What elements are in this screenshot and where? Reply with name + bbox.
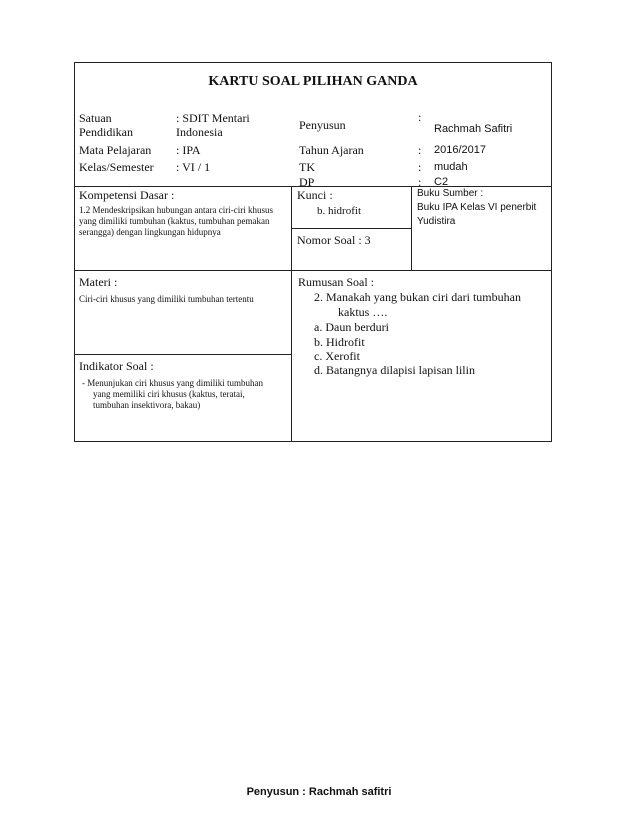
question-line-1: 2. Manakah yang bukan ciri dari tumbuhan [314,290,521,304]
question-line-2: kaktus …. [338,305,388,319]
dp-label: DP [299,175,315,189]
dp-colon: : [418,175,422,189]
kunci-label: Kunci : [297,188,333,202]
tk-colon: : [418,160,422,174]
option-b: b. Hidrofit [314,335,365,349]
satuan-label-2: Pendidikan [79,125,133,139]
penyusun-value: Rachmah Safitri [434,123,513,135]
divider-center [291,186,292,442]
kompetensi-line-3: serangga) dengan lingkungan hidupnya [79,227,221,237]
tk-label: TK [299,160,315,174]
buku-sumber-label: Buku Sumber : [417,188,484,199]
kunci-answer: b. hidrofit [317,205,361,217]
penyusun-label: Penyusun [299,118,346,132]
satuan-value-2: Indonesia [176,125,223,139]
mapel-label: Mata Pelajaran [79,143,152,157]
satuan-value-1: : SDIT Mentari [176,111,250,125]
buku-sumber-line-2: Buku IPA Kelas VI penerbit [417,202,537,213]
page-title: KARTU SOAL PILIHAN GANDA [208,74,418,89]
option-d: d. Batangnya dilapisi lapisan lilin [314,363,475,377]
kelas-label: Kelas/Semester [79,160,154,174]
tk-value: mudah [434,161,468,173]
footer-author: Penyusun : Rachmah safitri [246,786,392,798]
tahun-colon: : [418,143,422,157]
rumusan-label: Rumusan Soal : [298,275,375,289]
divider-materi [74,270,552,271]
divider-nomor [291,228,411,229]
tahun-label: Tahun Ajaran [299,143,364,157]
kompetensi-line-2: yang dimiliki tumbuhan (kaktus, tumbuhan pemakan [79,216,270,226]
dp-value: C2 [434,176,449,188]
indikator-line-2: yang memiliki ciri khusus (kaktus, teratai, [93,389,245,399]
option-c: c. Xerofit [314,349,360,363]
option-a: a. Daun berduri [314,320,389,334]
nomor-soal: Nomor Soal : 3 [297,233,371,247]
satuan-label-1: Satuan [79,111,112,125]
tahun-value: 2016/2017 [434,144,486,156]
materi-text: Ciri-ciri khusus yang dimiliki tumbuhan tertentu [79,294,254,304]
kelas-value: : VI / 1 [176,160,211,174]
buku-sumber-line-3: Yudistira [417,216,456,227]
kompetensi-line-1: 1.2 Mendeskripsikan hubungan antara ciri-ciri khusus [79,205,273,215]
indikator-line-3: tumbuhan insektivora, bakau) [93,400,201,410]
divider-indikator [74,354,291,355]
indikator-label: Indikator Soal : [79,359,154,373]
mapel-value: : IPA [176,143,201,157]
penyusun-colon: : [418,110,422,124]
indikator-line-1: - Menunjukan ciri khusus yang dimiliki tumbuhan [82,378,263,388]
divider-buku [411,186,412,270]
kompetensi-label: Kompetensi Dasar : [79,188,175,202]
materi-label: Materi : [79,275,118,289]
